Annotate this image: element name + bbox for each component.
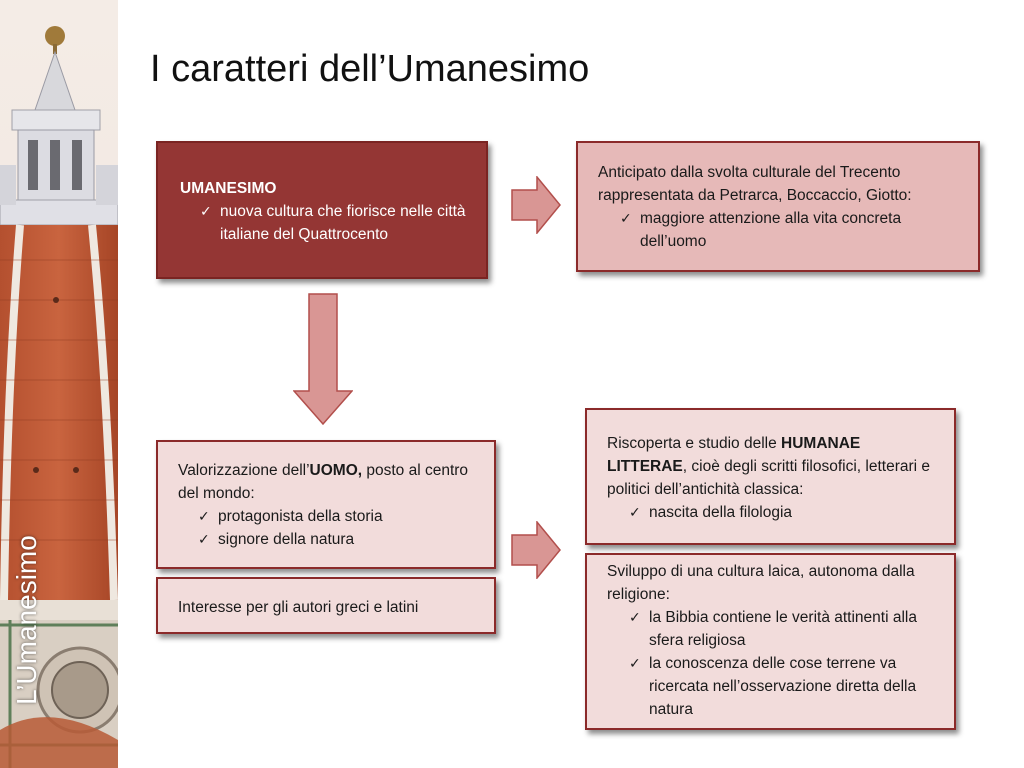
umanesimo-heading: UMANESIMO xyxy=(180,180,277,197)
riscoperta-list xyxy=(607,501,940,524)
sviluppo-list xyxy=(607,606,940,721)
list-item: ✓ signore della natura xyxy=(198,528,480,551)
riscoperta-box xyxy=(585,408,956,545)
list-item: ✓ la Bibbia contiene le verità attinenti alla sfera religiosa xyxy=(629,606,940,652)
sviluppo-text: Sviluppo di una cultura laica, autonoma dalla religione: xyxy=(607,563,915,603)
checkmark-icon: ✓ xyxy=(198,508,210,524)
valorizzazione-box xyxy=(156,440,496,569)
anticipato-box xyxy=(576,141,980,272)
sviluppo-box xyxy=(585,553,956,730)
list-item: ✓ nascita della filologia xyxy=(629,501,940,524)
arrow-down-icon xyxy=(293,293,353,425)
checkmark-icon: ✓ xyxy=(629,504,641,520)
checkmark-icon: ✓ xyxy=(620,210,632,226)
umanesimo-box xyxy=(156,141,488,279)
list-item: ✓ maggiore attenzione alla vita concreta dell’uomo xyxy=(620,207,964,253)
interesse-box xyxy=(156,577,496,634)
checkmark-icon: ✓ xyxy=(629,655,641,671)
valorizzazione-list xyxy=(178,505,480,551)
valorizzazione-text: Valorizzazione dell’UOMO, posto al centro del mondo: xyxy=(178,462,469,502)
anticipato-list xyxy=(598,207,964,253)
side-label-text: L’Umanesimo xyxy=(11,535,42,705)
slide-title: I caratteri dell’Umanesimo xyxy=(150,48,590,90)
anticipato-text: Anticipato dalla svolta culturale del Trecento rappresentata da Petrarca, Boccaccio, Giotto: xyxy=(598,164,912,204)
arrow-right-icon xyxy=(511,521,561,579)
umanesimo-list xyxy=(180,200,472,246)
interesse-text: Interesse per gli autori greci e latini xyxy=(178,599,419,616)
side-label xyxy=(4,520,50,720)
list-item: ✓ protagonista della storia xyxy=(198,505,480,528)
checkmark-icon: ✓ xyxy=(200,203,212,219)
checkmark-icon: ✓ xyxy=(629,609,641,625)
list-item: ✓ la conoscenza delle cose terrene va ricercata nell’osservazione diretta della natura xyxy=(629,652,940,721)
arrow-right-icon xyxy=(511,176,561,234)
list-item: ✓ nuova cultura che fiorisce nelle città italiane del Quattrocento xyxy=(200,200,472,246)
checkmark-icon: ✓ xyxy=(198,531,210,547)
riscoperta-text: Riscoperta e studio delle HUMANAE LITTERAE, cioè degli scritti filosofici, letterari e politici dell’antichità classica: xyxy=(607,435,931,498)
